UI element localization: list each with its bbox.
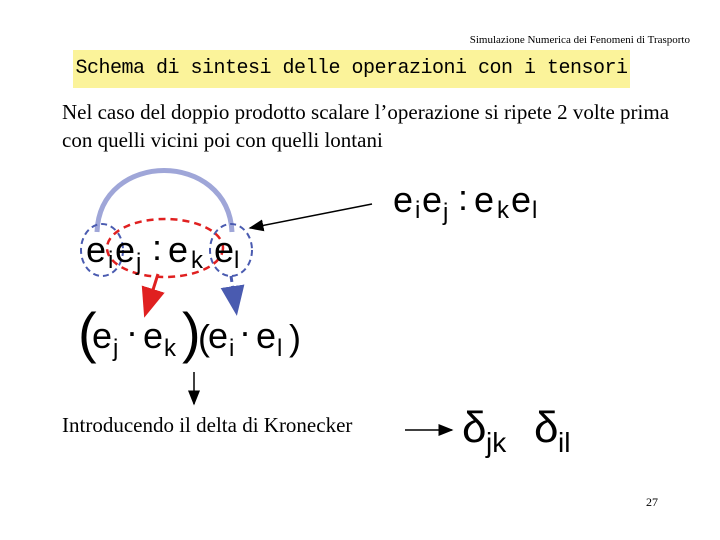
formula-top-e4: e [511,179,532,220]
product-e2: e [143,315,164,356]
page-number: 27 [646,495,658,509]
product-open1: ( [78,301,97,364]
outer-arc [97,171,232,233]
formula-top-l: l [532,197,538,224]
product-e3: e [208,315,229,356]
product-dot2: · [239,311,251,352]
formula-left-k: k [191,247,203,274]
formula-top-e3: e [474,179,495,220]
formula-left-l: l [234,247,240,274]
formula-left [86,227,239,276]
formula-top [393,177,537,226]
formula-top-e2: e [422,179,443,220]
kronecker-delta1: δ [462,403,487,452]
formula-left-e1: e [86,229,107,270]
product-dot1: · [126,311,138,352]
pointer-arrow [250,204,372,228]
product-e4: e [256,315,277,356]
formula-product [78,301,301,364]
header-note: Simulazione Numerica dei Fenomeni di Trasporto [469,34,690,46]
kronecker-delta2: δ [534,403,559,452]
product-j: j [113,335,119,362]
formula-left-colon: : [152,227,163,268]
slide-title: Schema di sintesi delle operazioni con i tensori [75,57,628,80]
kronecker-result [462,403,570,458]
formula-left-e3: e [168,229,189,270]
formula-left-e4: e [214,229,235,270]
product-k: k [164,335,176,362]
formula-top-colon: : [458,177,469,218]
product-e1: e [92,315,113,356]
formula-left-j: j [136,249,142,276]
formula-top-k: k [497,197,509,224]
product-close1: ) [182,301,201,364]
product-l: l [277,335,283,362]
kronecker-il: il [558,427,571,458]
formula-left-i: i [108,247,114,274]
kronecker-label: Introducendo il delta di Kronecker [62,413,353,437]
product-i: i [229,335,235,362]
blue-arrow [231,276,236,310]
formula-top-e1: e [393,179,414,220]
product-open2: ( [198,317,210,358]
product-close2: ) [289,317,301,358]
formula-top-i: i [415,197,421,224]
formula-top-j: j [443,199,449,226]
red-arrow [146,274,158,312]
kronecker-jk: jk [486,427,507,458]
description-paragraph: Nel caso del doppio prodotto scalare l’operazione si ripete 2 volte prima con quelli vicini poi con quelli lontani [62,100,670,152]
formula-left-e2: e [115,229,136,270]
